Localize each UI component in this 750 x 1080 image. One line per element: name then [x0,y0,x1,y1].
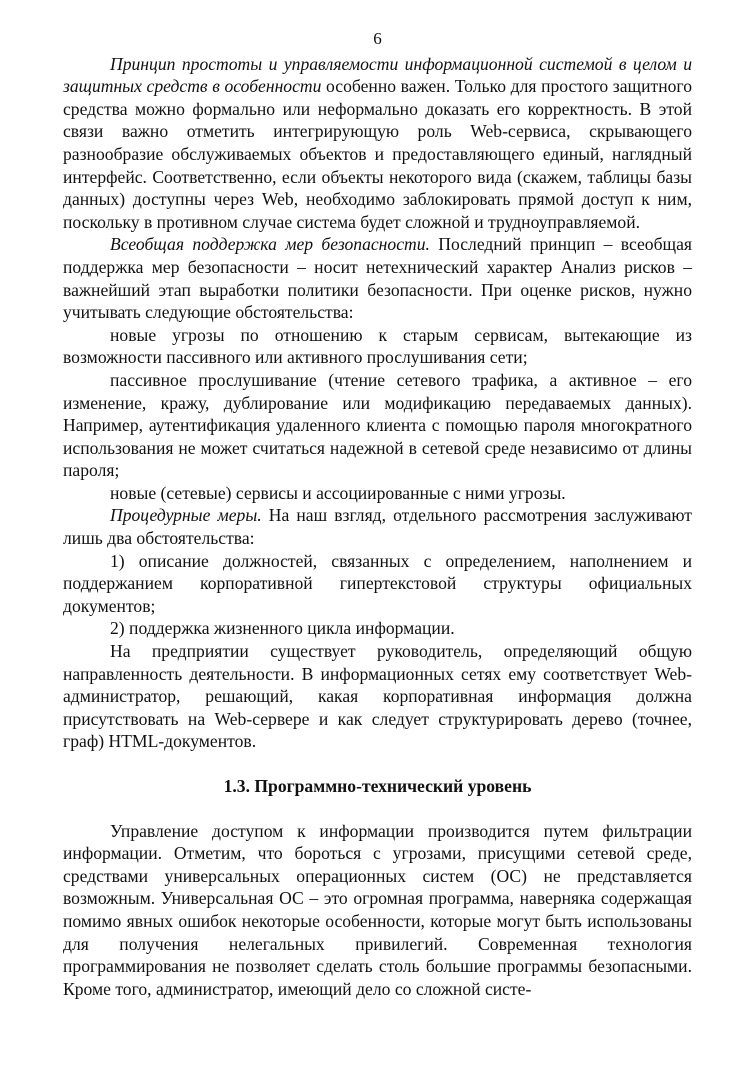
paragraph-lead: Принцип простоты и управляемости информационной системой в целом и защитных средств в особенности [63,53,692,97]
paragraph-text: На наш взгляд, отдельного рассмотрения заслуживают лишь два обстоятельства: [63,505,692,549]
paragraph-text: Последний принцип – всеобщая поддержка мер безопасности – носит нетехнический характер Анализ рисков – важнейший этап выработки политики безопасности. При оценке рисков, нужно учитывать следующие обстоятельства: [63,234,692,323]
body-before-heading [63,53,692,753]
paragraph-text: новые угрозы по отношению к старым сервисам, вытекающие из возможности пассивного или активного прослушивания сети; [63,324,692,368]
paragraph-new-services [63,482,692,505]
paragraph-item-1 [63,550,692,618]
paragraph-procedural-measures [63,504,692,549]
paragraph-text: новые (сетевые) сервисы и ассоциированные с ними угрозы. [110,482,566,503]
paragraph-simplicity-principle [63,53,692,234]
body-after-heading [63,820,692,1001]
paragraph-lead: Процедурные меры. [110,505,262,526]
page-number: 6 [373,29,382,48]
paragraph-lead: Всеобщая поддержка мер безопасности. [110,234,430,255]
section-heading: 1.3. Программно-технический уровень [223,776,532,796]
paragraph-item-2 [63,617,692,640]
paragraph-new-threats [63,324,692,369]
paragraph-universal-support [63,233,692,323]
paragraph-text: 1) описание должностей, связанных с определением, наполнением и поддержанием корпоративной гипертекстовой структуры официальных документов; [63,550,692,616]
paragraph-text: пассивное прослушивание (чтение сетевого трафика, а активное – его изменение, кражу, дублирование или модификацию передаваемых данных). Например, аутентификация удаленного клиента с помощью пароля многократного использования не может считаться надежной в сетевой среде независимо от длины пароля; [63,369,692,481]
paragraph-text: особенно важен. Только для простого защитного средства можно формально или неформально доказать его корректность. В этой связи важно отметить интегрирующую роль Web-сервиса, скрывающего разнообразие обслуживаемых объектов и предоставляющего единый, наглядный интерфейс. Соответственно, если объекты некоторого вида (скажем, таблицы базы данных) доступны через Web, необходимо заблокировать прямой доступ к ним, поскольку в противном случае система будет сложной и трудноуправляемой. [63,76,692,232]
paragraph-text: На предприятии существует руководитель, определяющий общую направленность деятельности. В информационных сетях ему соответствует Web-администратор, решающий, какая корпоративная информация должна присутствовать на Web-сервере и как следует структурировать дерево (точнее, граф) HTML-документов. [63,641,692,752]
paragraph-access-control [63,820,692,1001]
paragraph-text: 2) поддержка жизненного цикла информации. [110,618,455,639]
paragraph-text: Управление доступом к информации производится путем фильтрации информации. Отметим, что бороться с угрозами, присущими сетевой среде, средствами универсальных операционных систем (ОС) не представляется возможным. Универсальная ОС – это огромная программа, наверняка содержащая помимо явных ошибок некоторые особенности, которые могут быть использованы для получения нелегальных привилегий. Современная технология программирования не позволяет сделать столь большие программы безопасными. Кроме того, администратор, имеющий дело со сложной систе- [63,820,692,999]
paragraph-web-administrator [63,640,692,753]
paragraph-passive-listening [63,369,692,482]
